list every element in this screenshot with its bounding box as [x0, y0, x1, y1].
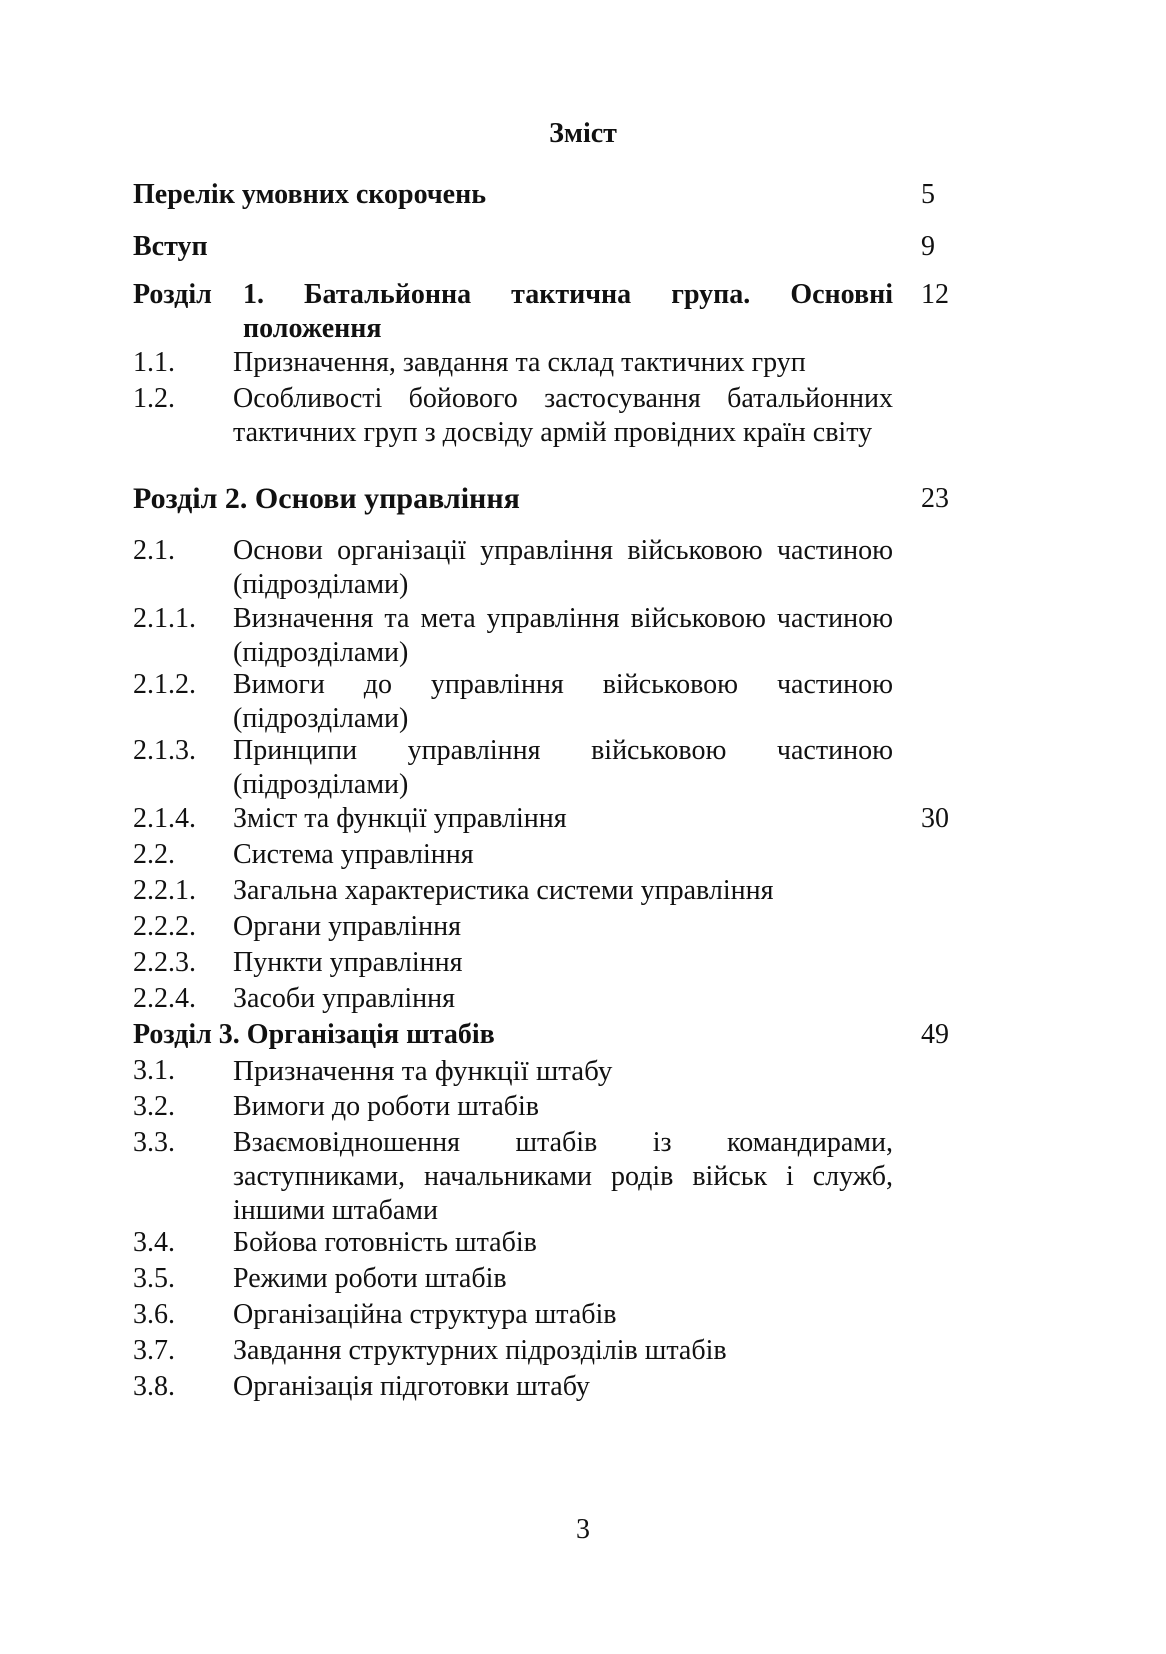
- toc-entry-number: Розділ: [133, 279, 212, 310]
- toc-entry-number: 2.1.4.: [133, 803, 196, 834]
- toc-entry-label: Вимоги до управління військовою частиною (підрозділами): [233, 669, 893, 734]
- toc-entry-number: 3.3.: [133, 1127, 175, 1158]
- page-number: 3: [576, 1514, 590, 1545]
- toc-entry-label: Перелік умовних скорочень: [133, 179, 487, 210]
- toc-entry-label: Організаційна структура штабів: [233, 1299, 617, 1330]
- toc-entry-page: 12: [921, 279, 949, 310]
- toc-entry-page: 9: [921, 231, 935, 262]
- toc-entry-label: Система управління: [233, 839, 474, 870]
- toc-entry-number: 3.5.: [133, 1263, 175, 1294]
- toc-entry-label: Визначення та мета управління військовою частиною (підрозділами): [233, 603, 893, 668]
- toc-entry-label: Розділ 2. Основи управління: [133, 482, 520, 515]
- toc-entry-label: Розділ 3. Організація штабів: [133, 1019, 495, 1050]
- page-title: Зміст: [549, 118, 617, 149]
- toc-entry-label: Основи організації управління військовою частиною (підрозділами): [233, 535, 893, 600]
- toc-entry-number: 2.2.2.: [133, 911, 196, 942]
- toc-entry-page: 49: [921, 1019, 949, 1050]
- toc-entry-label: Особливості бойового застосування батальйонних тактичних груп з досвіду армій провідних країн світу: [233, 383, 893, 448]
- toc-entry-number: 3.6.: [133, 1299, 175, 1330]
- toc-entry-label: Призначення, завдання та склад тактичних груп: [233, 347, 806, 378]
- toc-entry-label: Пункти управління: [233, 947, 463, 978]
- toc-entry-label: Загальна характеристика системи управління: [233, 875, 774, 906]
- toc-entry-page: 30: [921, 803, 949, 834]
- toc-entry-label: Взаємовідношення штабів із командирами, заступниками, начальниками родів військ і служб, іншими штабами: [233, 1127, 893, 1226]
- toc-entry-number: 2.2.: [133, 839, 175, 870]
- toc-entry-number: 1.1.: [133, 347, 175, 378]
- toc-entry-label: Режими роботи штабів: [233, 1263, 507, 1294]
- toc-entry-number: 1.2.: [133, 383, 175, 414]
- toc-entry-number: 3.1.: [133, 1055, 175, 1086]
- toc-entry-label: Призначення та функції штабу: [233, 1055, 613, 1087]
- toc-entry-number: 2.2.4.: [133, 983, 196, 1014]
- toc-entry-label: Організація підготовки штабу: [233, 1371, 590, 1402]
- toc-entry-label: Завдання структурних підрозділів штабів: [233, 1335, 727, 1366]
- toc-entry-number: 3.4.: [133, 1227, 175, 1258]
- toc-entry-page: 5: [921, 179, 935, 210]
- toc-entry-number: 2.1.: [133, 535, 175, 566]
- toc-entry-number: 3.2.: [133, 1091, 175, 1122]
- toc-entry-label: Засоби управління: [233, 983, 455, 1014]
- toc-entry-page: 23: [921, 483, 949, 514]
- toc-entry-label: 1. Батальйонна тактична група. Основні положення: [243, 279, 893, 344]
- toc-entry-label: Принципи управління військовою частиною (підрозділами): [233, 735, 893, 800]
- toc-entry-number: 3.7.: [133, 1335, 175, 1366]
- toc-entry-number: 2.2.1.: [133, 875, 196, 906]
- toc-entry-number: 2.2.3.: [133, 947, 196, 978]
- toc-entry-number: 2.1.3.: [133, 735, 196, 766]
- toc-entry-number: 2.1.2.: [133, 669, 196, 700]
- toc-entry-label: Бойова готовність штабів: [233, 1227, 537, 1258]
- toc-entry-label: Вступ: [133, 231, 208, 262]
- toc-entry-label: Органи управління: [233, 911, 461, 942]
- toc-entry-number: 2.1.1.: [133, 603, 196, 634]
- toc-entry-label: Вимоги до роботи штабів: [233, 1091, 540, 1122]
- toc-entry-label: Зміст та функції управління: [233, 803, 567, 834]
- toc-entry-number: 3.8.: [133, 1371, 175, 1402]
